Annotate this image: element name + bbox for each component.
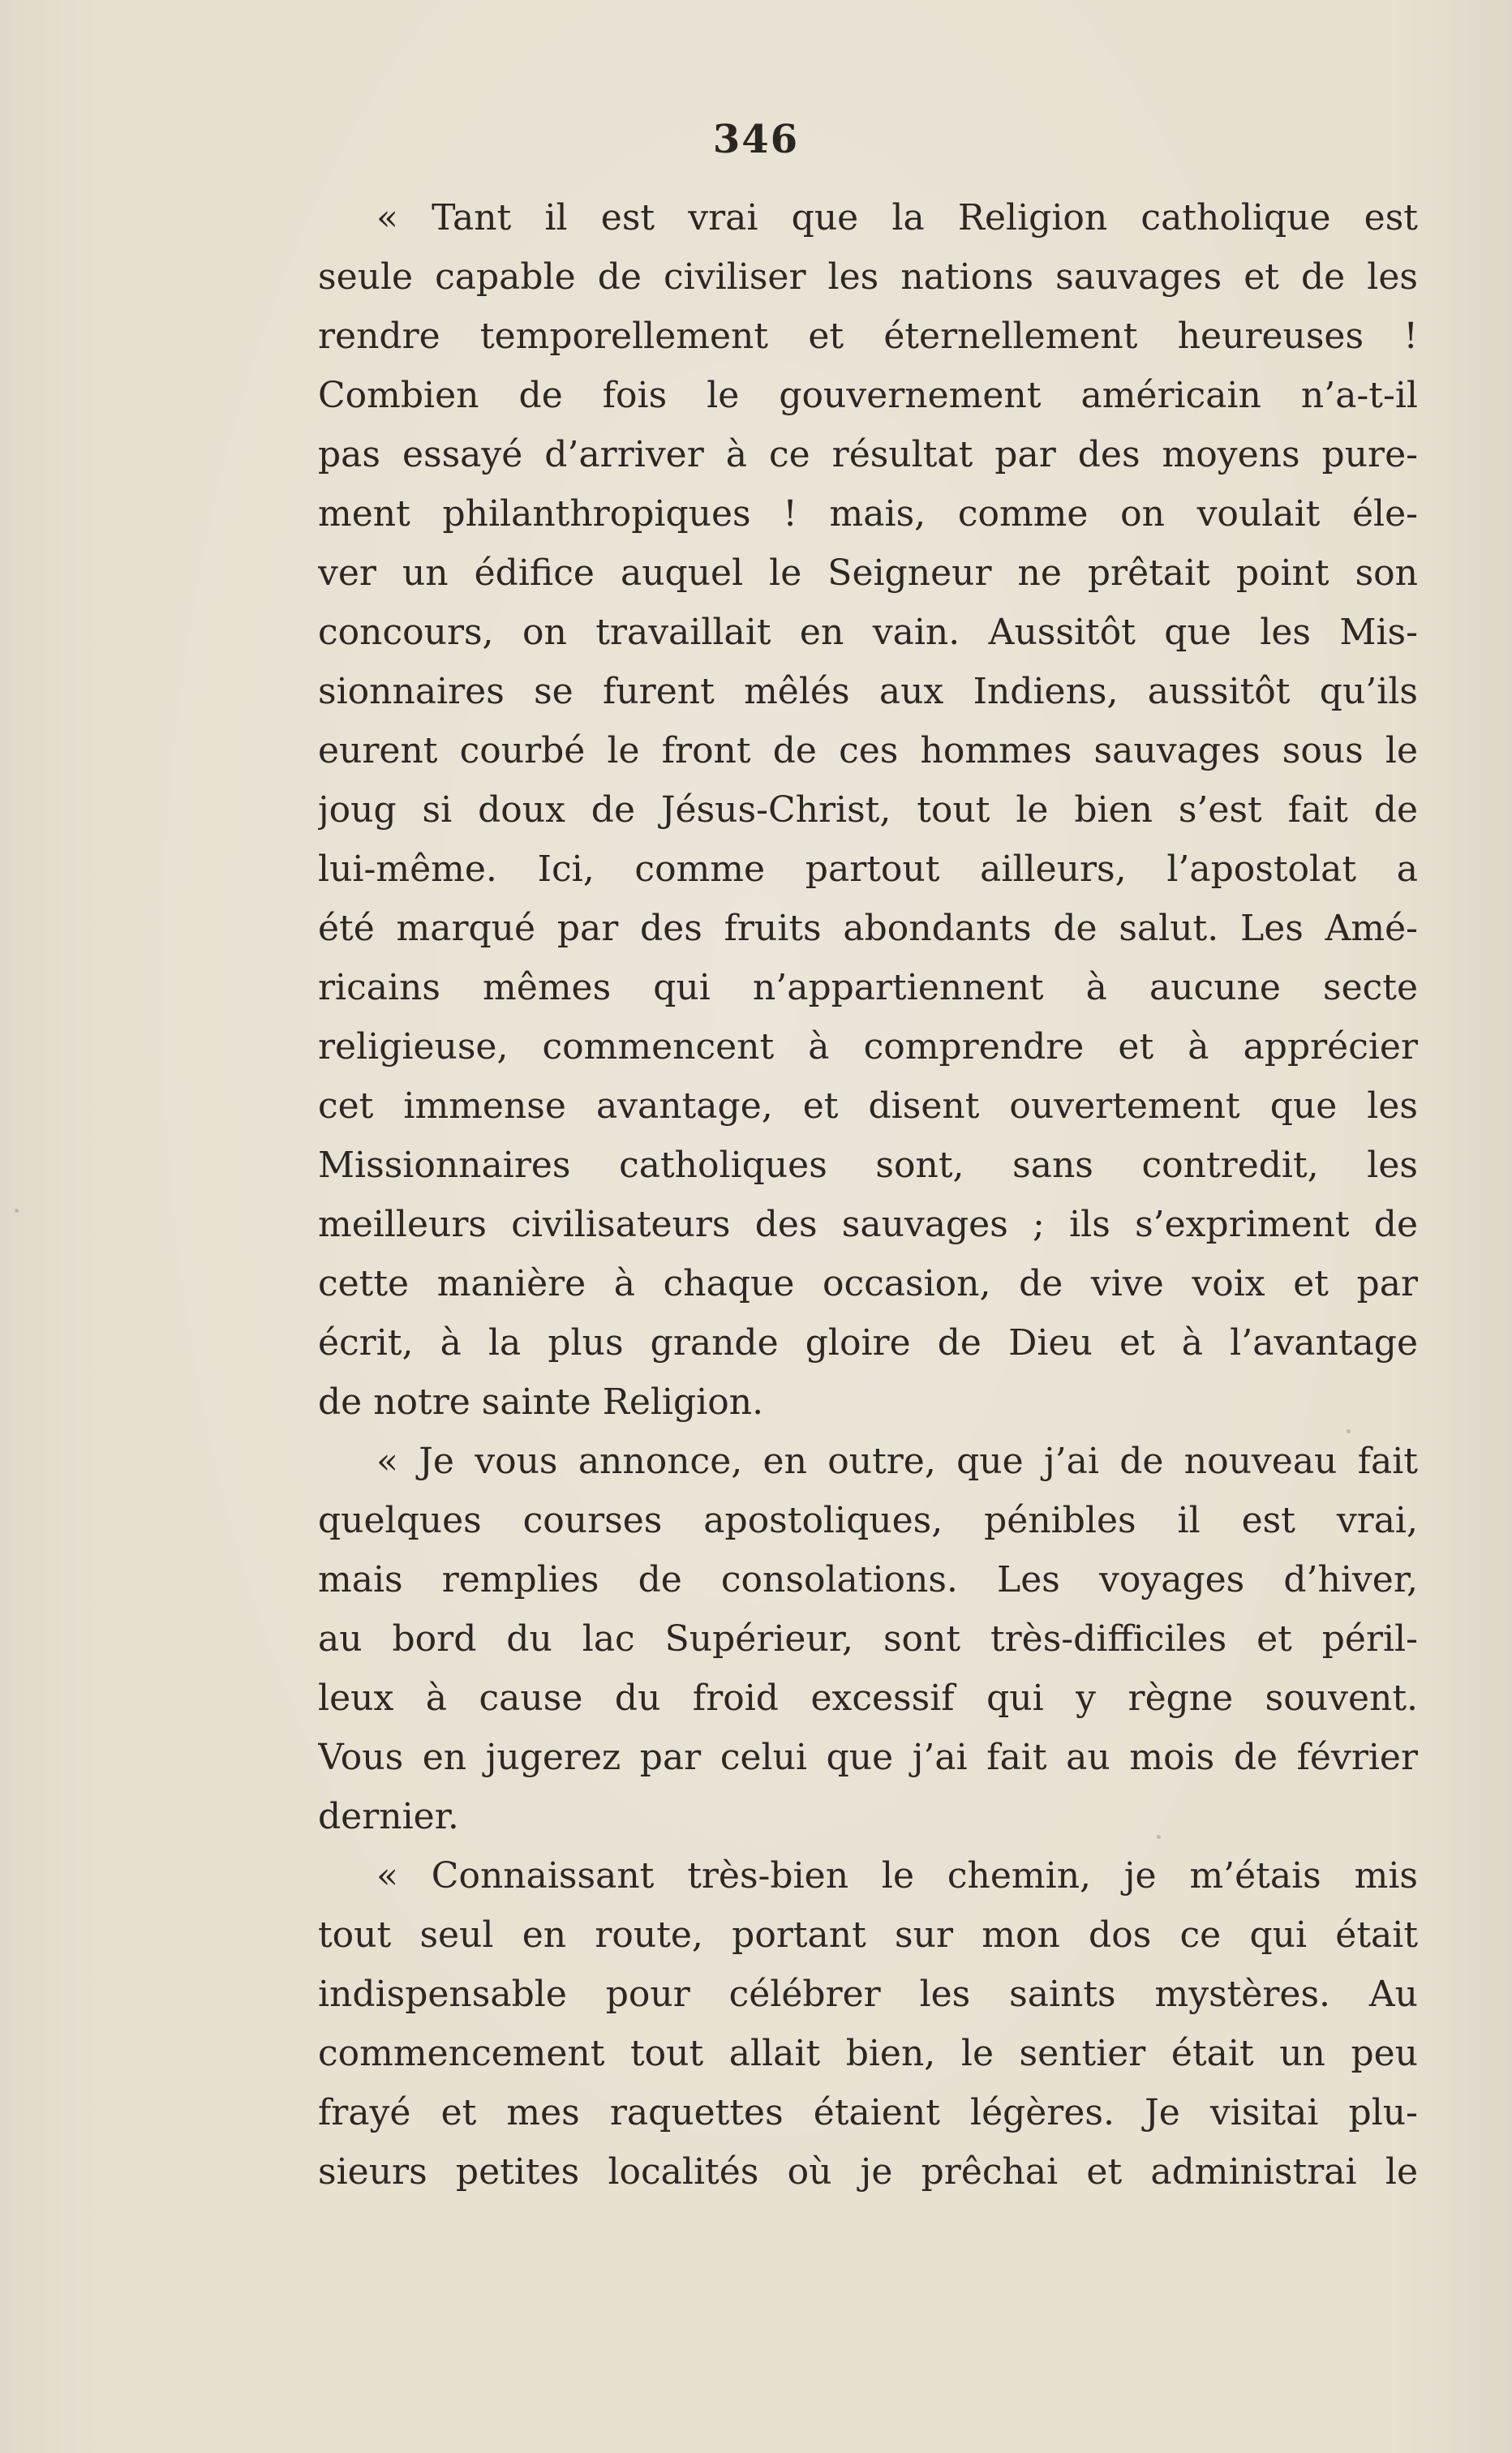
text-line: indispensable pour célébrer les saints mystères. Au [318,1974,1418,2015]
text-line: mais remplies de consolations. Les voyages d’hiver, [318,1559,1418,1600]
text-line: « Connaissant très-bien le chemin, je m’étais mis [376,1855,1418,1897]
text-line: commencement tout allait bien, le sentier était un peu [318,2033,1418,2074]
text-line: ricains mêmes qui n’appartiennent à aucune secte [318,967,1418,1008]
paper-speck [15,1209,19,1213]
text-line: Vous en jugerez par celui que j’ai fait au mois de février [318,1737,1418,1778]
text-line: seule capable de civiliser les nations sauvages et de les [318,256,1418,298]
text-line: été marqué par des fruits abondants de salut. Les Amé- [318,908,1418,949]
text-line: joug si doux de Jésus-Christ, tout le bien s’est fait de [318,789,1418,831]
text-line: de notre sainte Religion. [318,1381,764,1423]
text-line: dernier. [318,1796,459,1837]
text-line: pas essayé d’arriver à ce résultat par des moyens pure- [318,434,1418,475]
text-line: « Tant il est vrai que la Religion catholique est [376,197,1418,238]
paper-speck [1347,1429,1351,1433]
text-line: sionnaires se furent mêlés aux Indiens, aussitôt qu’ils [318,671,1418,712]
text-line: lui-même. Ici, comme partout ailleurs, l’apostolat a [318,848,1418,890]
page-number: 346 [712,117,800,162]
text-line: leux à cause du froid excessif qui y règne souvent. [318,1678,1418,1719]
text-line: au bord du lac Supérieur, sont très-difficiles et péril- [318,1618,1418,1660]
body-text [318,188,1418,2202]
text-line: cet immense avantage, et disent ouvertement que les [318,1085,1418,1127]
text-line: ment philanthropiques ! mais, comme on voulait éle- [318,493,1418,535]
text-line: ver un édifice auquel le Seigneur ne prêtait point son [318,552,1418,594]
text-line: cette manière à chaque occasion, de vive voix et par [318,1263,1418,1304]
paper-speck [1157,1835,1161,1839]
text-line: frayé et mes raquettes étaient légères. Je visitai plu- [318,2092,1418,2133]
text-line: quelques courses apostoliques, pénibles il est vrai, [318,1500,1418,1541]
text-line: écrit, à la plus grande gloire de Dieu et à l’avantage [318,1322,1418,1364]
text-line: religieuse, commencent à comprendre et à apprécier [318,1026,1418,1068]
text-line: « Je vous annonce, en outre, que j’ai de nouveau fait [376,1441,1418,1482]
text-line: tout seul en route, portant sur mon dos ce qui était [318,1914,1418,1956]
text-line: concours, on travaillait en vain. Aussitôt que les Mis- [318,612,1418,653]
text-line: eurent courbé le front de ces hommes sauvages sous le [318,730,1418,771]
text-line: Combien de fois le gouvernement américain n’a-t-il [318,375,1418,416]
text-line: Missionnaires catholiques sont, sans contredit, les [318,1145,1418,1186]
text-line: rendre temporellement et éternellement heureuses ! [318,316,1418,357]
text-line: meilleurs civilisateurs des sauvages ; ils s’expriment de [318,1204,1418,1245]
text-line: sieurs petites localités où je prêchai et administrai le [318,2151,1418,2193]
